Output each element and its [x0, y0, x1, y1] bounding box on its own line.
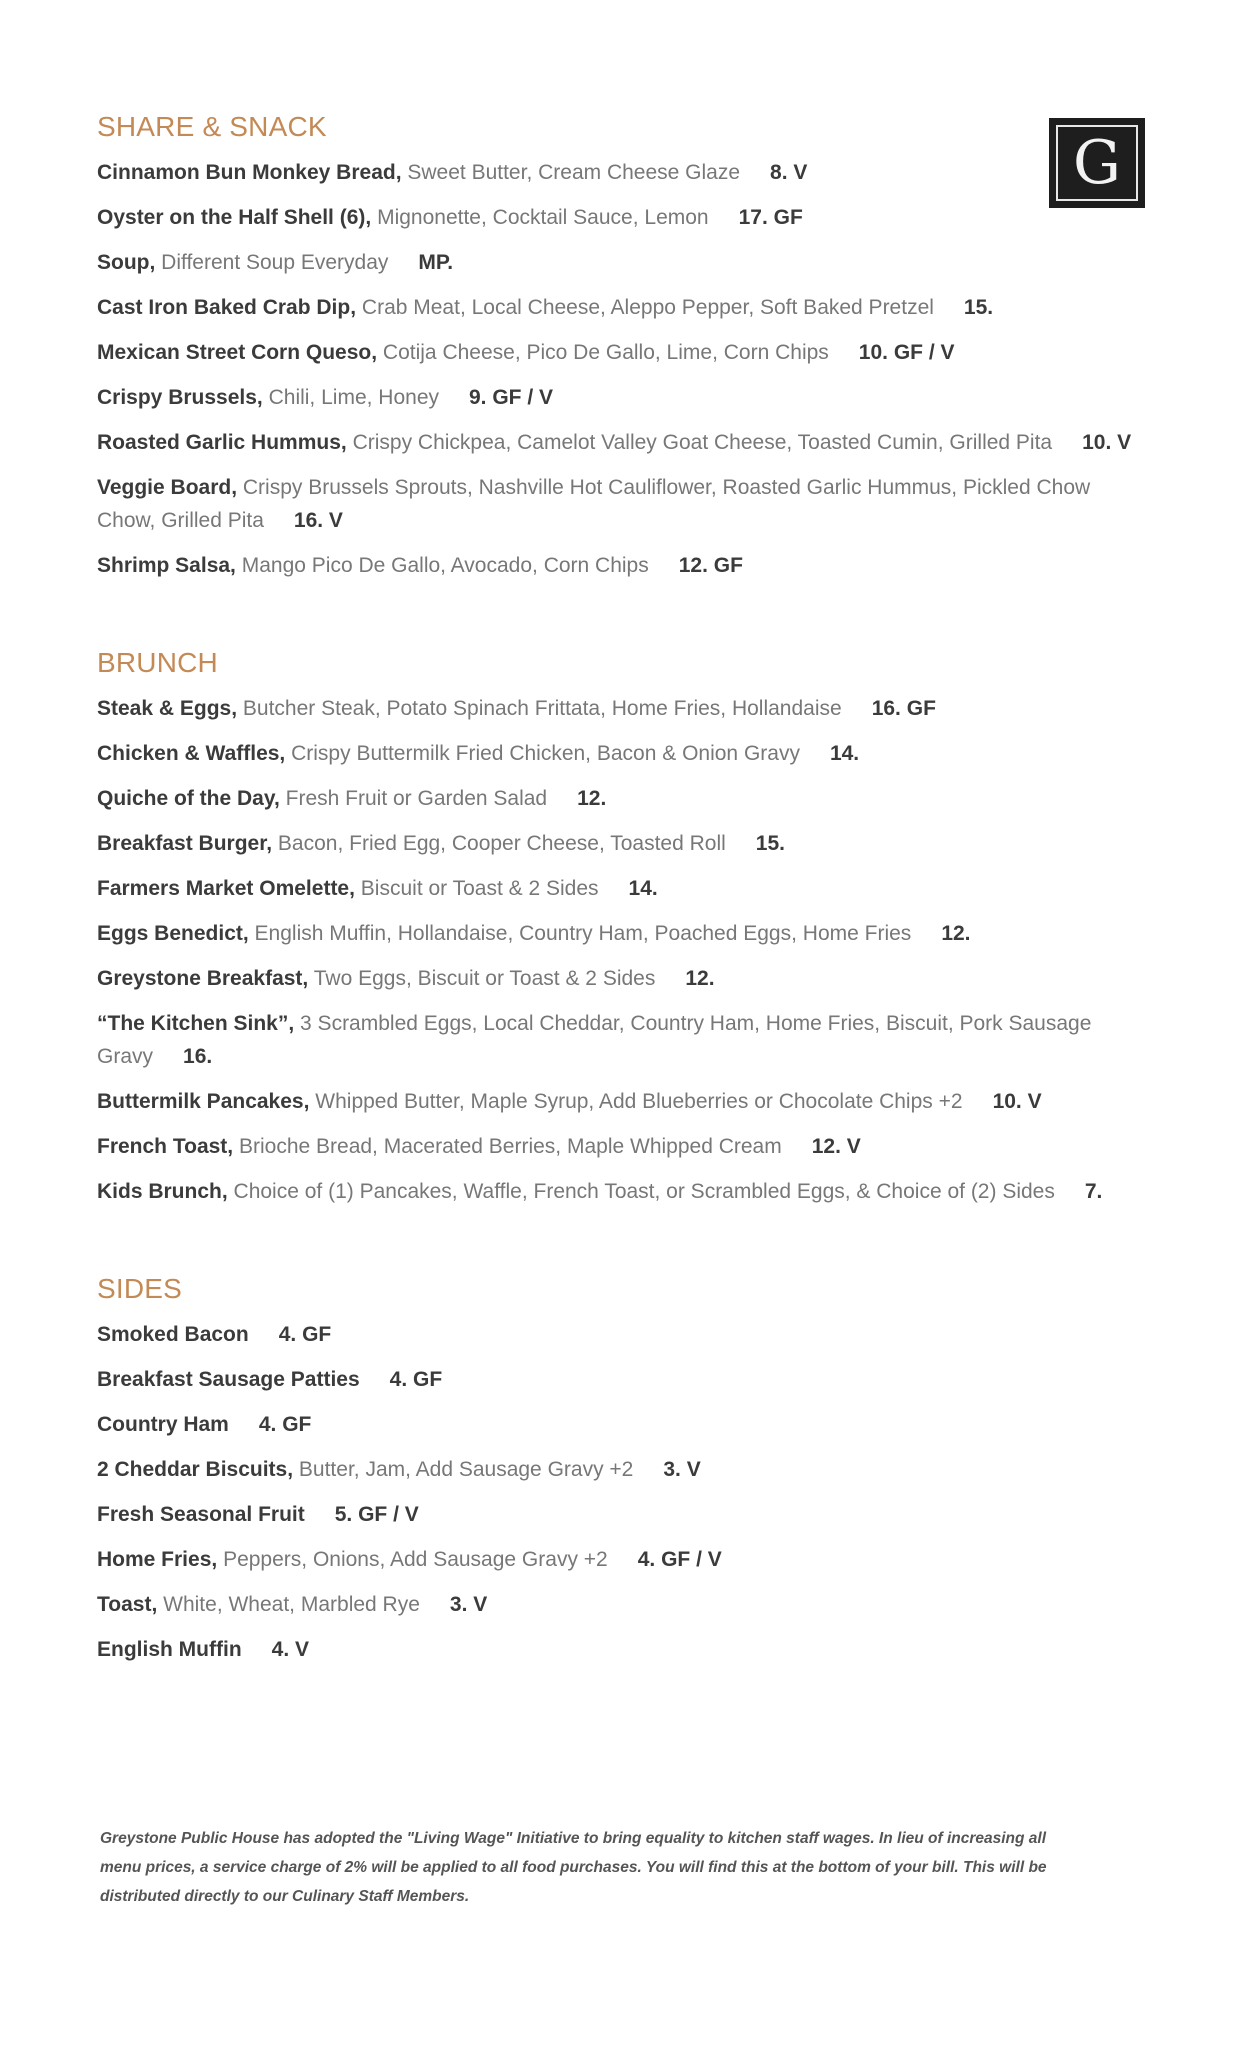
menu-item: [97, 962, 1147, 995]
menu-item: [97, 201, 1147, 234]
item-name: English Muffin: [97, 1638, 242, 1661]
menu-item: [97, 872, 1147, 905]
item-price: MP.: [418, 251, 454, 274]
menu-item: [97, 827, 1147, 860]
menu-item: [97, 381, 1147, 414]
item-price: 14.: [628, 877, 658, 900]
menu-item: [97, 1408, 1147, 1441]
item-description: Fresh Fruit or Garden Salad: [285, 787, 548, 810]
menu-sections: [97, 108, 1147, 1666]
item-description: Sweet Butter, Cream Cheese Glaze: [407, 161, 741, 184]
menu-item: [97, 291, 1147, 324]
menu-item: [97, 782, 1147, 815]
menu-page: [97, 108, 1147, 1728]
item-description: English Muffin, Hollandaise, Country Ham, Poached Eggs, Home Fries: [254, 922, 912, 945]
item-price: 8. V: [770, 161, 808, 184]
menu-item: [97, 246, 1147, 279]
item-description: Crab Meat, Local Cheese, Aleppo Pepper, Soft Baked Pretzel: [361, 296, 934, 319]
item-description: Choice of (1) Pancakes, Waffle, French Toast, or Scrambled Eggs, & Choice of (2) Sides: [233, 1180, 1055, 1203]
item-description: Crispy Buttermilk Fried Chicken, Bacon & Onion Gravy: [291, 742, 800, 765]
item-description: Peppers, Onions, Add Sausage Gravy +2: [223, 1548, 608, 1571]
menu-item: [97, 1007, 1147, 1073]
item-name: Farmers Market Omelette,: [97, 877, 355, 900]
item-price: 10. V: [1082, 431, 1132, 454]
item-name: Soup,: [97, 251, 156, 274]
menu-item: [97, 692, 1147, 725]
item-price: 12. GF: [678, 554, 743, 577]
menu-item: [97, 549, 1147, 582]
item-name: Crispy Brussels,: [97, 386, 263, 409]
item-name: Home Fries,: [97, 1548, 218, 1571]
item-name: Buttermilk Pancakes,: [97, 1090, 310, 1113]
item-description: Two Eggs, Biscuit or Toast & 2 Sides: [313, 967, 656, 990]
item-description: Mignonette, Cocktail Sauce, Lemon: [377, 206, 709, 229]
item-price: 16. V: [293, 509, 343, 532]
menu-item-list: [97, 1318, 1147, 1666]
menu-item: [97, 1085, 1147, 1118]
living-wage-footnote: Greystone Public House has adopted the "Living Wage" Initiative to bring equality to kitchen staff wages. In lieu of increasing all menu prices, a service charge of 2% will be applied to all food purchases. You will find this at the bottom of your bill. This will be distributed directly to our Culinary Staff Members.: [100, 1830, 1047, 1905]
item-name: Mexican Street Corn Queso,: [97, 341, 378, 364]
item-name: Roasted Garlic Hummus,: [97, 431, 347, 454]
menu-section-brunch: [97, 644, 1147, 1208]
item-price: 15.: [755, 832, 785, 855]
item-description: Cotija Cheese, Pico De Gallo, Lime, Corn Chips: [382, 341, 829, 364]
logo-letter: G: [1056, 125, 1138, 201]
menu-item: [97, 426, 1147, 459]
item-name: Cinnamon Bun Monkey Bread,: [97, 161, 402, 184]
menu-item-list: [97, 692, 1147, 1208]
item-price: 12.: [577, 787, 607, 810]
item-price: 4. GF: [258, 1413, 312, 1436]
menu-section-share-snack: [97, 108, 1147, 582]
item-price: 10. GF / V: [858, 341, 955, 364]
menu-item-list: [97, 156, 1147, 582]
menu-item: [97, 1363, 1147, 1396]
menu-item: [97, 917, 1147, 950]
item-name: Quiche of the Day,: [97, 787, 280, 810]
item-price: 12.: [685, 967, 715, 990]
item-name: Country Ham: [97, 1413, 229, 1436]
item-description: Crispy Brussels Sprouts, Nashville Hot Cauliflower, Roasted Garlic Hummus, Pickled Chow Chow, Grilled Pita: [97, 476, 1091, 532]
section-title: BRUNCH: [97, 647, 218, 678]
item-description: Different Soup Everyday: [161, 251, 389, 274]
item-price: 3. V: [663, 1458, 701, 1481]
item-description: 3 Scrambled Eggs, Local Cheddar, Country Ham, Home Fries, Biscuit, Pork Sausage Gravy: [97, 1012, 1092, 1068]
menu-section-sides: [97, 1270, 1147, 1666]
menu-item: [97, 1588, 1147, 1621]
item-description: Bacon, Fried Egg, Cooper Cheese, Toasted Roll: [277, 832, 726, 855]
item-name: French Toast,: [97, 1135, 234, 1158]
item-name: Breakfast Sausage Patties: [97, 1368, 360, 1391]
item-price: 16. GF: [871, 697, 936, 720]
item-name: Eggs Benedict,: [97, 922, 249, 945]
item-price: 15.: [963, 296, 994, 319]
item-price: 4. GF: [389, 1368, 443, 1391]
item-description: Mango Pico De Gallo, Avocado, Corn Chips: [241, 554, 649, 577]
menu-item: [97, 1175, 1147, 1208]
item-description: White, Wheat, Marbled Rye: [163, 1593, 420, 1616]
menu-item: [97, 1453, 1147, 1486]
item-description: Biscuit or Toast & 2 Sides: [360, 877, 599, 900]
item-description: Whipped Butter, Maple Syrup, Add Blueberries or Chocolate Chips +2: [315, 1090, 963, 1113]
item-name: Kids Brunch,: [97, 1180, 228, 1203]
menu-item: [97, 156, 1147, 189]
item-name: Greystone Breakfast,: [97, 967, 309, 990]
item-description: Brioche Bread, Macerated Berries, Maple Whipped Cream: [238, 1135, 782, 1158]
item-name: Breakfast Burger,: [97, 832, 273, 855]
menu-item: [97, 1498, 1147, 1531]
item-price: 3. V: [449, 1593, 488, 1616]
menu-item: [97, 336, 1147, 369]
item-name: Toast,: [97, 1593, 158, 1616]
item-name: Veggie Board,: [97, 476, 238, 499]
menu-item: [97, 1318, 1147, 1351]
menu-item: [97, 1633, 1147, 1666]
item-name: Shrimp Salsa,: [97, 554, 236, 577]
item-price: 9. GF / V: [469, 386, 554, 409]
item-name: Steak & Eggs,: [97, 697, 238, 720]
item-price: 17. GF: [738, 206, 803, 229]
item-price: 4. GF: [278, 1323, 332, 1346]
item-name: Fresh Seasonal Fruit: [97, 1503, 305, 1526]
item-price: 12. V: [811, 1135, 861, 1158]
item-price: 7.: [1084, 1180, 1103, 1203]
item-name: Smoked Bacon: [97, 1323, 249, 1346]
item-price: 16.: [183, 1045, 213, 1068]
item-price: 10. V: [992, 1090, 1042, 1113]
item-name: Oyster on the Half Shell (6),: [97, 206, 372, 229]
item-name: 2 Cheddar Biscuits,: [97, 1458, 294, 1481]
item-description: Butter, Jam, Add Sausage Gravy +2: [298, 1458, 634, 1481]
menu-item: [97, 737, 1147, 770]
menu-item: [97, 471, 1147, 537]
item-price: 14.: [829, 742, 860, 765]
item-name: Chicken & Waffles,: [97, 742, 286, 765]
item-name: “The Kitchen Sink”,: [97, 1012, 295, 1035]
item-price: 5. GF / V: [334, 1503, 419, 1526]
item-name: Cast Iron Baked Crab Dip,: [97, 296, 357, 319]
item-price: 12.: [941, 922, 971, 945]
section-title: SIDES: [97, 1273, 183, 1304]
item-price: 4. V: [271, 1638, 310, 1661]
item-description: Crispy Chickpea, Camelot Valley Goat Cheese, Toasted Cumin, Grilled Pita: [352, 431, 1053, 454]
item-description: Chili, Lime, Honey: [268, 386, 439, 409]
menu-item: [97, 1130, 1147, 1163]
menu-item: [97, 1543, 1147, 1576]
item-description: Butcher Steak, Potato Spinach Frittata, Home Fries, Hollandaise: [242, 697, 842, 720]
item-price: 4. GF / V: [637, 1548, 722, 1571]
section-title: SHARE & SNACK: [97, 111, 327, 142]
